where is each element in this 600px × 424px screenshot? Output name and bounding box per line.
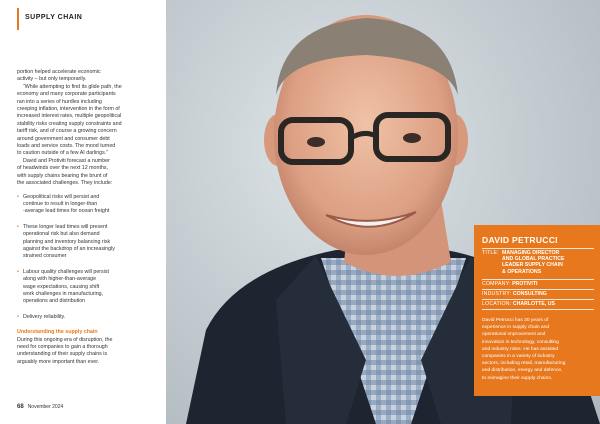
profile-company-value: PROTIVITI [512, 281, 538, 287]
bullet-list [17, 194, 157, 322]
list-item [17, 269, 157, 306]
profile-industry-value: CONSULTING [512, 291, 547, 297]
issue-date: November 2024 [27, 404, 64, 410]
section-accent-bar [17, 8, 19, 30]
page-footer [17, 404, 63, 410]
paragraph: David and Protiviti forecast a number of headwinds over the next 12 months, with supply chains bearing the brunt of the associated challenges. They include: [17, 157, 113, 187]
bullet-icon: • [17, 313, 19, 320]
profile-title-value: MANAGING DIRECTOR AND GLOBAL PRACTICE LEADER SUPPLY CHAIN & OPERATIONS [502, 250, 565, 275]
list-item [17, 314, 157, 321]
profile-location [482, 301, 594, 307]
page-number: 68 [17, 404, 24, 410]
bullet-icon: • [17, 193, 19, 200]
subheading: Understanding the supply chain [17, 329, 98, 336]
divider [482, 279, 594, 280]
paragraph: During this ongoing era of disruption, the need for companies to gain a thorough understanding of their supply chains is arguably more important than ever. [17, 336, 113, 365]
profile-title [482, 250, 594, 278]
list-item-text: Delivery reliability. [23, 313, 66, 320]
bullet-icon: • [17, 268, 19, 275]
divider [482, 248, 594, 249]
profile-company-label: COMPANY: [482, 281, 511, 287]
list-item [17, 224, 157, 261]
profile-bio: David Petrucci has 30 years of experience in supply chain and operational improvement and innovation in technology, consulting and industry roles. He has assisted companies in a variety of industry sectors, including retail, manufacturing and distribution, energy and defence, to reimagine their supply chains. [482, 318, 566, 381]
profile-card [474, 225, 600, 396]
profile-location-label: LOCATION: [482, 301, 512, 307]
article-column [0, 0, 166, 424]
divider [482, 309, 594, 310]
divider [482, 289, 594, 290]
section-title: SUPPLY CHAIN [25, 14, 83, 21]
bullet-icon: • [17, 223, 19, 230]
article-body [17, 69, 157, 366]
profile-industry [482, 291, 594, 297]
profile-company [482, 281, 594, 287]
profile-name: DAVID PETRUCCI [482, 235, 558, 245]
paragraph: portion helped accelerate economic activity – but only temporarily. [17, 69, 101, 83]
list-item-text: These longer lead times will present operational risk but also demand planning and inventory balancing risk against the backdrop of an increasingly strained consumer [23, 223, 115, 260]
divider [482, 299, 594, 300]
list-item-text: Geopolitical risks will persist and continue to result in longer-than -average lead times for ocean freight [23, 193, 110, 215]
list-item-text: Labour quality challenges will persist along with higher-than-average wage expectations, causing shift work challenges in manufacturing, operations and distribution [23, 268, 109, 305]
paragraph: “While attempting to find its glide path, the economy and many corporate participants ran into a series of hurdles including creeping inflation, intervention in the form of increased interest rates, multiple geopolitical stability risks creating supply constraints and tariff risk, and of course a growing concern around government and consumer debt loads and service costs. The mood turned to caution outside of a few AI darlings.” [17, 83, 122, 157]
profile-industry-label: INDUSTRY: [482, 291, 512, 297]
profile-location-value: CHARLOTTE, US [512, 301, 555, 307]
list-item [17, 194, 157, 216]
profile-title-label: TITLE: [482, 250, 499, 256]
